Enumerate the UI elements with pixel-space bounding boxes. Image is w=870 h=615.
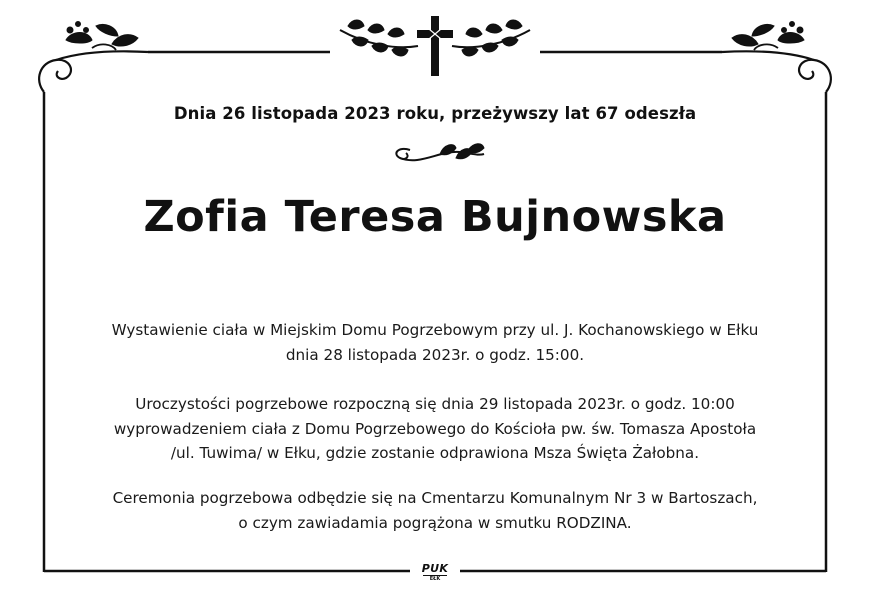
viewing-paragraph [40, 318, 830, 367]
paragraph-line: wyprowadzeniem ciała z Domu Pogrzebowego do Kościoła pw. św. Tomasza Apostoła [113, 419, 757, 438]
corner-ornament-left-icon [39, 22, 148, 93]
cross-icon [417, 16, 453, 76]
paragraph-line: o czym zawiadamia pogrążona w smutku RODZINA. [238, 513, 632, 532]
flourish-icon [396, 144, 484, 161]
paragraph-line: dnia 28 listopada 2023r. o godz. 15:00. [285, 345, 585, 364]
paragraph-line: Wystawienie ciała w Miejskim Domu Pogrzebowym przy ul. J. Kochanowskiego w Ełku [111, 321, 759, 339]
paragraph-line: Ceremonia pogrzebowa odbędzie się na Cmentarzu Komunalnym Nr 3 w Bartoszach, [112, 489, 758, 507]
puk-logo [415, 563, 455, 587]
laurel-right-icon [452, 20, 530, 56]
announcement-line: Dnia 26 listopada 2023 roku, przeżywszy lat 67 odeszła [173, 104, 697, 123]
corner-ornament-right-icon [722, 22, 831, 93]
logo-main-text: PUK [421, 562, 449, 575]
paragraph-line: Uroczystości pogrzebowe rozpoczną się dnia 29 listopada 2023r. o godz. 10:00 [135, 395, 735, 413]
burial-paragraph [40, 486, 830, 535]
laurel-left-icon [340, 20, 418, 56]
ceremony-paragraph [40, 392, 830, 466]
paragraph-line: /ul. Tuwima/ w Ełku, gdzie zostanie odprawiona Msza Święta Żałobna. [170, 444, 700, 462]
deceased-name: Zofia Teresa Bujnowska [143, 192, 727, 242]
logo-sub-text: EŁK [423, 575, 447, 582]
